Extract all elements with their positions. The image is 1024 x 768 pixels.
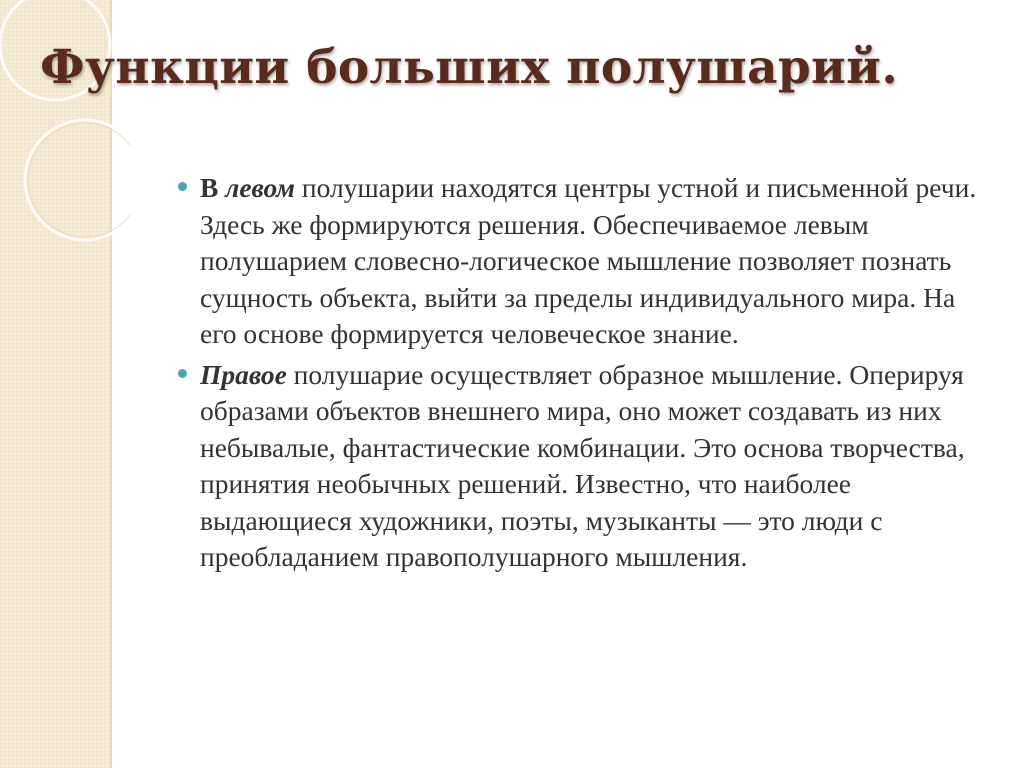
bullet-text: полушарие осуществляет образное мышление. Оперируя образами объектов внешнего мира, оно может создавать из них небывалые, фантастические комбинации. Это основа творчества, принятия необычных решений. Известно, что наиболее выдающиеся художники, поэты, музыканты — это люди с преобладанием правополушарного мышления.: [200, 358, 965, 572]
decorative-side-band: [0, 0, 110, 768]
side-band-edge: [110, 0, 112, 768]
bullet-lead-prefix: В: [200, 172, 226, 203]
bullet-lead-emphasis: левом: [225, 172, 296, 203]
bullet-dot-icon: [178, 369, 187, 378]
bullet-text: полушарии находятся центры устной и письменной речи. Здесь же формируются решения. Обеспечиваемое левым полушарием словесно-логическое мышление позволяет познать сущность объекта, выйти за пределы индивидуального мира. На его основе формируется человеческое знание.: [200, 172, 977, 349]
bullet-item-left-hemisphere: [178, 170, 998, 353]
bullet-dot-icon: [178, 182, 187, 191]
slide-title: Функции больших полушарий.: [40, 40, 898, 95]
bullet-item-right-hemisphere: [178, 357, 998, 576]
slide-content: [178, 170, 998, 576]
bullet-lead-emphasis: Правое: [200, 358, 287, 390]
